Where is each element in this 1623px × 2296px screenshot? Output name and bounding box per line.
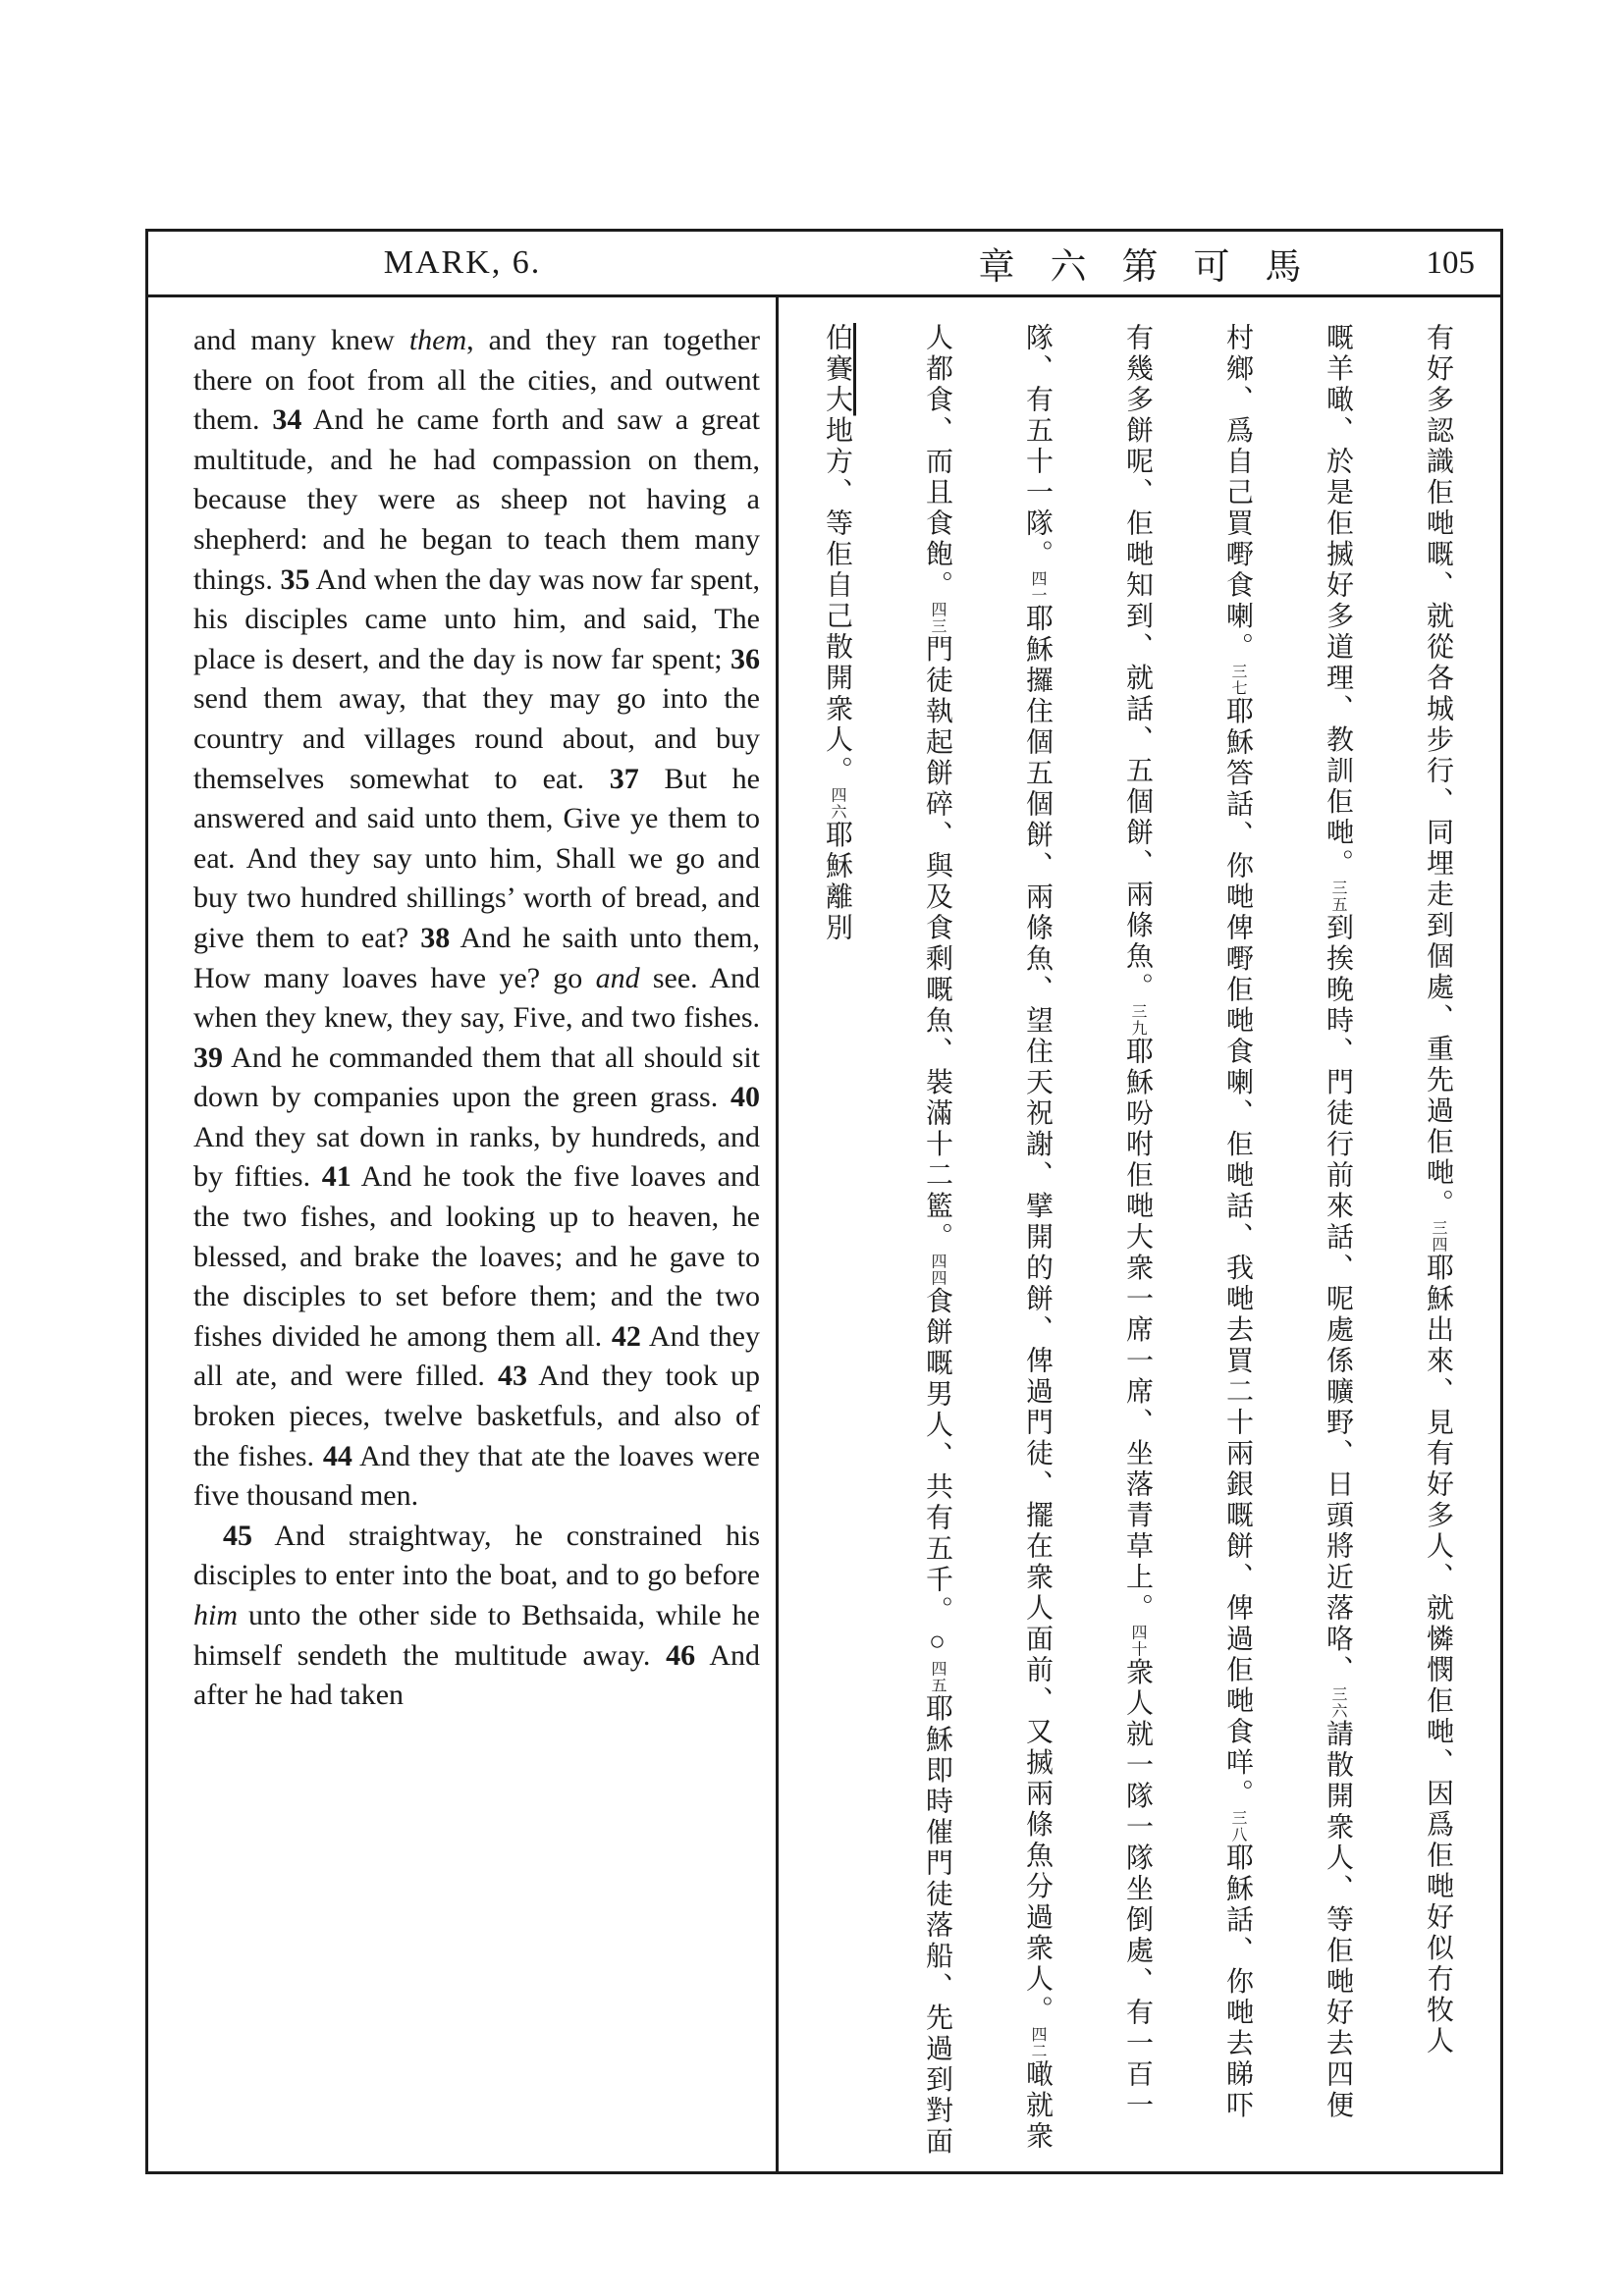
running-title-english: MARK, 6. xyxy=(383,244,542,281)
text-run: And he took the five loaves and the two fishes, and looking up to heaven, he blessed, and brake the loaves; and he gave to the disciples to set before them; and the two fishes divided he among them all. xyxy=(193,1160,760,1353)
verse-number: 40 xyxy=(730,1081,760,1114)
text-run: him xyxy=(193,1599,238,1631)
chinese-column xyxy=(786,323,887,2158)
verse-number-chinese: 三七 xyxy=(1229,663,1246,697)
chinese-column xyxy=(1187,323,1287,2158)
english-paragraph xyxy=(193,1517,760,1716)
text-run: and many knew xyxy=(193,324,409,356)
verse-number-chinese: 四五 xyxy=(929,1660,946,1694)
page-body xyxy=(148,297,1500,2171)
page-number: 105 xyxy=(1426,244,1475,281)
verse-number-chinese: 四二 xyxy=(1029,2026,1046,2059)
verse-number: 45 xyxy=(223,1519,252,1552)
text-run: And he commanded them that all should sit down by companies upon the green grass. xyxy=(193,1041,760,1114)
verse-number-chinese: 三九 xyxy=(1129,1003,1146,1037)
text-run-chinese: 隊、有五十一隊。 xyxy=(1022,323,1053,570)
verse-number: 37 xyxy=(609,762,639,795)
text-run: And straightway, he constrained his disciples to enter into the boat, and to go before xyxy=(193,1519,760,1592)
text-run: , and they ran together there on foot from all the cities, and outwent them. xyxy=(193,324,761,437)
verse-number-chinese: 三八 xyxy=(1229,1809,1246,1843)
verse-number-chinese: 四三 xyxy=(929,601,946,635)
english-paragraph xyxy=(193,321,760,1517)
text-run: And after he had taken xyxy=(193,1638,760,1712)
text-run-chinese: 耶穌答話、你哋俾嘢佢哋食喇、佢哋話、我哋去買二十兩銀嘅餅、俾過佢哋食咩。 xyxy=(1222,696,1253,1810)
text-run-chinese: 耶穌即時催門徒落船、先過到對面 xyxy=(922,1693,952,2158)
text-run: And they sat down in ranks, by hundreds, and by fifties. xyxy=(193,1120,760,1194)
text-run-chinese: 耶穌攞住個五個餅、兩條魚、望住天祝謝、擘開的餅、俾過門徒、擺在衆人面前、又搣兩條魚分過衆人。 xyxy=(1022,604,1053,2026)
text-run-chinese: 耶穌話、你哋去睇吓 xyxy=(1222,1842,1253,2121)
text-run: and xyxy=(595,961,640,994)
page-frame xyxy=(145,229,1503,2174)
text-run-chinese: 人都食、而且食飽。 xyxy=(922,323,952,602)
verse-number-chinese: 四一 xyxy=(1029,570,1046,604)
text-run-chinese: 嘅羊噉、於是佢搣好多道理、教訓佢哋。 xyxy=(1323,323,1353,880)
text-run: send them away, that they may go into the country and villages round about, and buy themselves somewhat to eat. xyxy=(193,682,760,795)
verse-number: 41 xyxy=(321,1160,352,1194)
text-run: them xyxy=(408,324,467,356)
verse-number: 43 xyxy=(497,1360,527,1393)
text-run-chinese: 衆人就一隊一隊坐倒處、有一百一 xyxy=(1122,1657,1153,2121)
verse-number: 38 xyxy=(420,921,451,954)
chinese-column xyxy=(1287,323,1387,2158)
chinese-column xyxy=(887,323,987,2158)
header-row xyxy=(148,232,1500,297)
verse-number: 44 xyxy=(322,1439,352,1472)
verse-number-chinese: 三五 xyxy=(1329,880,1346,913)
verse-number: 34 xyxy=(272,403,302,437)
text-run-chinese: 耶穌吩咐佢哋大衆一席一席、坐落青草上。 xyxy=(1122,1037,1153,1625)
proper-name-marked: 伯賽大 xyxy=(822,323,852,416)
text-run: But he answered and said unto them, Give ye them to eat. And they say unto him, Shall we go and buy two hundred shillings’ worth of bread, and give them to eat? xyxy=(193,762,760,954)
text-run-chinese: 耶穌離別 xyxy=(822,820,852,944)
verse-number-chinese: 四六 xyxy=(829,786,845,821)
text-run-chinese: 地方、等佢自己散開衆人。 xyxy=(822,415,852,787)
text-run-chinese: 門徒執起餅碎、與及食剩嘅魚、裝滿十二籃。 xyxy=(922,634,952,1254)
text-run-chinese: 食餅嘅男人、共有五千。○ xyxy=(922,1286,952,1661)
verse-number: 35 xyxy=(280,562,310,596)
verse-number: 46 xyxy=(666,1638,696,1672)
text-run: And they that ate the loaves were five thousand men. xyxy=(193,1439,760,1513)
verse-number-chinese: 四十 xyxy=(1129,1624,1146,1658)
chinese-column xyxy=(987,323,1087,2158)
text-run-chinese: 有幾多餅呢、佢哋知到、就話、五個餅、兩條魚。 xyxy=(1122,323,1153,1003)
verse-number: 39 xyxy=(193,1041,223,1074)
text-run-chinese: 請散開衆人、等佢哋好去四便 xyxy=(1323,1719,1353,2121)
english-text-column xyxy=(148,297,779,2171)
text-run: And when the day was now far spent, his disciples came unto him, and said, The place is desert, and the day is now far spent; xyxy=(193,562,760,675)
chinese-column xyxy=(1087,323,1187,2158)
verse-number-chinese: 三四 xyxy=(1430,1219,1446,1254)
text-run: And they took up broken pieces, twelve basketfuls, and also of the fishes. xyxy=(193,1360,760,1472)
text-run-chinese: 噉就衆 xyxy=(1022,2059,1053,2153)
text-run: And he saith unto them, How many loaves have ye? go xyxy=(193,921,760,994)
chinese-text-block xyxy=(779,297,1509,2171)
text-run-chinese: 到挨晚時、門徒行前來話、呢處係曠野、日頭將近落咯、 xyxy=(1323,913,1353,1686)
verse-number-chinese: 三六 xyxy=(1329,1685,1346,1720)
verse-number: 36 xyxy=(730,642,760,675)
text-run: And he came forth and saw a great multitude, and he had compassion on them, because they were as sheep not having a shepherd: and he began to teach them many things. xyxy=(193,403,760,596)
text-run: see. And when they knew, they say, Five, and two fishes. xyxy=(193,961,760,1035)
text-run: unto the other side to Bethsaida, while he himself sendeth the multitude away. xyxy=(193,1599,760,1672)
text-run-chinese: 有好多認識佢哋嘅、就從各城步行、同埋走到個處、重先過佢哋。 xyxy=(1423,323,1453,1220)
text-run-chinese: 村鄉、爲自己買嘢食喇。 xyxy=(1222,323,1253,664)
verse-number-chinese: 四四 xyxy=(929,1253,946,1287)
text-run-chinese: 耶穌出來、見有好多人、就憐憫佢哋、因爲佢哋好似冇牧人 xyxy=(1423,1253,1453,2057)
verse-number: 42 xyxy=(611,1319,641,1353)
chinese-column xyxy=(1387,323,1488,2158)
text-run: And they all ate, and were filled. xyxy=(193,1319,760,1393)
running-title-chinese: 章六第可馬 xyxy=(978,247,1337,288)
